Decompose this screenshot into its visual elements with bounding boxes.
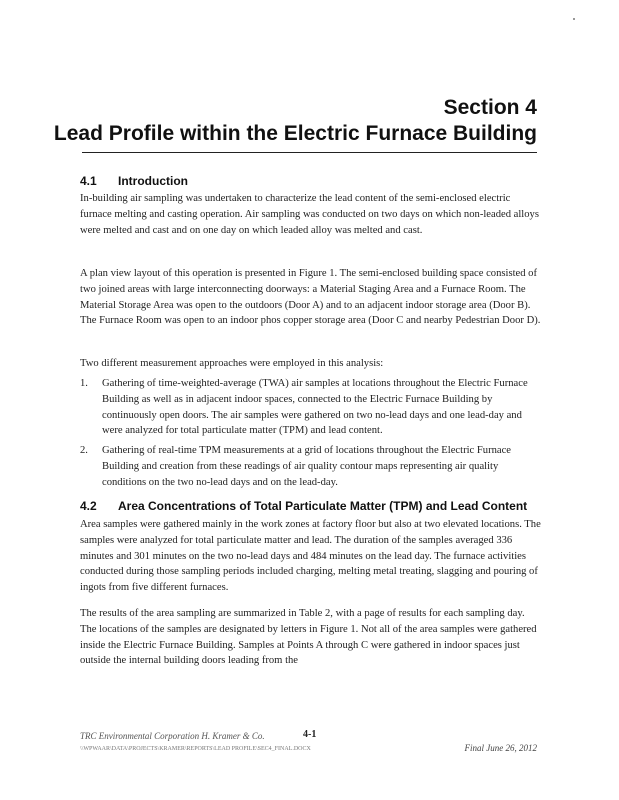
list-item <box>80 376 542 439</box>
list-item-text: Gathering of time-weighted-average (TWA) air samples at locations throughout the Electric Furnace Building as well as in adjacent indoor spaces, connected to the Electric Furnace Building by continuously open doors. The air samples were gathered on two no-lead days and one lead-day and were analyzed for total particulate matter (TPM) and lead content. <box>102 378 528 437</box>
intro-paragraph-2: A plan view layout of this operation is presented in Figure 1. The semi-enclosed building space consisted of two joined areas with large interconnecting doorways: a Material Staging Area and a Furnace Room. The Material Storage Area was open to the outdoors (Door A) and to an adjacent indoor storage area (Door B). The Furnace Room was open to an indoor phos copper storage area (Door C and nearby Pedestrian Door D). <box>80 268 541 327</box>
list-marker: 1. <box>80 378 88 389</box>
heading-number: 4.2 <box>80 499 97 513</box>
area-paragraph-1: Area samples were gathered mainly in the work zones at factory floor but also at two elevated locations. The samples were analyzed for total particulate matter and lead. The duration of the samples averaged 336 minutes and 301 minutes on the two no-lead days and 484 minutes on the lead day. The furnace activities conducted during those sampling periods included charging, melting metal treating, slagging and pouring of ingots from five different furnaces. <box>80 519 541 594</box>
section-number: Section 4 <box>443 96 537 119</box>
heading-4-2 <box>80 499 527 513</box>
list-item-text: Gathering of real-time TPM measurements at a grid of locations throughout the Electric Furnace Building and creation from these readings of air quality contour maps representing air quality conditions on the two no-lead days and on the lead-day. <box>102 445 512 488</box>
title-rule <box>82 152 537 153</box>
intro-paragraph-1: In-building air sampling was undertaken to characterize the lead content of the semi-enclosed electric furnace melting and casting operation. Air sampling was conducted on two days on which non-leaded alloys were melted and cast and on one day on which leaded alloy was melted and cast. <box>80 193 539 236</box>
scan-speck <box>573 18 575 20</box>
heading-text: Introduction <box>118 174 188 188</box>
list-marker: 2. <box>80 445 88 457</box>
approaches-list <box>80 376 542 495</box>
heading-text: Area Concentrations of Total Particulate Matter (TPM) and Lead Content <box>118 499 528 513</box>
footer-date: Final June 26, 2012 <box>464 743 537 753</box>
heading-number: 4.1 <box>80 174 97 188</box>
footer-company: TRC Environmental Corporation H. Kramer & Co. <box>80 731 265 741</box>
intro-paragraph-3: Two different measurement approaches were employed in this analysis: <box>80 358 384 369</box>
heading-4-1 <box>80 174 188 188</box>
list-item <box>80 443 542 490</box>
area-paragraph-2: The results of the area sampling are summarized in Table 2, with a page of results for each sampling day. The locations of the samples are designated by letters in Figure 1. Not all of the area samples were gathered inside the Electric Furnace Building. Samples at Points A through C were gathered in indoor spaces just outside the internal building doors leading from the <box>80 608 537 667</box>
footer-page-number: 4-1 <box>303 729 317 740</box>
section-title: Lead Profile within the Electric Furnace Building <box>53 122 537 145</box>
footer-file-path: \\WPWAAR\DATA\PROJECTS\KRAMER\REPORTS\LEAD PROFILE\SEC4_FINAL.DOCX <box>80 746 311 752</box>
